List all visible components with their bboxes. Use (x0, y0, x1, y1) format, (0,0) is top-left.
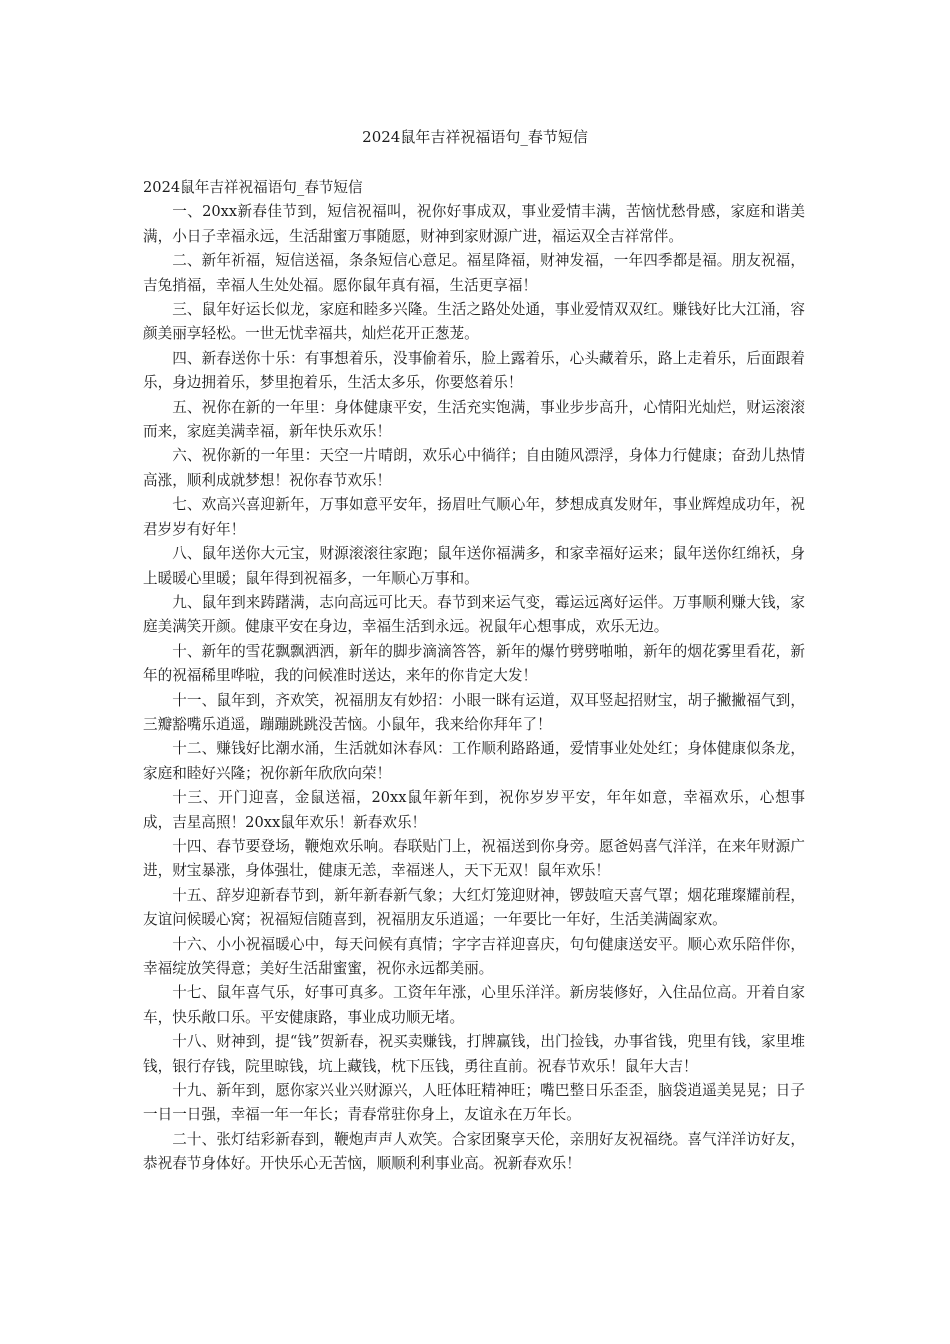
document-body (143, 176, 805, 1177)
paragraph-3: 三、鼠年好运长似龙，家庭和睦多兴隆。生活之路处处通，事业爱情双双红。赚钱好比大江涌，容颜美丽享轻松。一世无忧幸福共，灿烂花开正葱茏。 (143, 301, 805, 343)
paragraph-2: 二、新年祈福，短信送福，条条短信心意足。福星降福，财神发福，一年四季都是福。朋友祝福，吉兔捎福，幸福人生处处福。愿你鼠年真有福，生活更享福！ (143, 252, 805, 294)
paragraph-4: 四、新春送你十乐：有事想着乐，没事偷着乐，脸上露着乐，心头藏着乐，路上走着乐，后面跟着乐，身边拥着乐，梦里抱着乐，生活太多乐，你要悠着乐！ (143, 349, 805, 392)
paragraph-15: 十五、辞岁迎新春节到，新年新春新气象；大红灯笼迎财神，锣鼓喧天喜气罩；烟花璀璨耀前程，友谊问候暖心窝；祝福短信随喜到，祝福朋友乐逍遥；一年要比一年好，生活美满阖家欢。 (143, 886, 805, 929)
paragraph-18: 十八、财神到，提“钱”贺新春，祝买卖赚钱，打牌赢钱，出门捡钱，办事省钱，兜里有钱，家里堆钱，银行存钱，院里晾钱，坑上藏钱，枕下压钱，勇往直前。祝春节欢乐！鼠年大吉！ (143, 1033, 805, 1075)
paragraph-13: 十三、开门迎喜，金鼠送福，20xx鼠年新年到，祝你岁岁平安，年年如意，幸福欢乐，心想事成，吉星高照！20xx鼠年欢乐！新春欢乐！ (143, 789, 805, 831)
paragraph-1: 一、20xx新春佳节到，短信祝福叫，祝你好事成双，事业爱情丰满，苦恼忧愁骨感，家庭和谐美满，小日子幸福永远，生活甜蜜万事随愿，财神到家财源广进，福运双全吉祥常伴。 (143, 203, 805, 245)
document-title: 2024鼠年吉祥祝福语句_春节短信 (362, 128, 588, 146)
paragraph-11: 十一、鼠年到，齐欢笑，祝福朋友有妙招：小眼一眯有运道，双耳竖起招财宝，胡子撇撇福气到，三瓣豁嘴乐逍遥，蹦蹦跳跳没苦恼。小鼠年，我来给你拜年了！ (143, 691, 805, 733)
paragraph-9: 九、鼠年到来踌躇满，志向高远可比天。春节到来运气变，霉运远离好运伴。万事顺利赚大钱，家庭美满笑开颜。健康平安在身边，幸福生活到永远。祝鼠年心想事成，欢乐无边。 (143, 593, 805, 636)
paragraph-14: 十四、春节要登场，鞭炮欢乐响。春联贴门上，祝福送到你身旁。愿爸妈喜气洋洋，在来年财源广进，财宝暴涨，身体强壮，健康无恙，幸福迷人，天下无双！鼠年欢乐！ (143, 837, 805, 880)
document-subtitle: 2024鼠年吉祥祝福语句_春节短信 (143, 179, 363, 196)
paragraph-19: 十九、新年到，愿你家兴业兴财源兴，人旺体旺精神旺；嘴巴整日乐歪歪，脑袋逍遥美晃晃；日子一日一日强，幸福一年一年长；青春常驻你身上，友谊永在万年长。 (143, 1082, 805, 1124)
paragraph-17: 十七、鼠年喜气乐，好事可真多。工资年年涨，心里乐洋洋。新房装修好，入住品位高。开着自家车，快乐敞口乐。平安健康路，事业成功顺无堵。 (143, 984, 805, 1026)
paragraph-7: 七、欢高兴喜迎新年，万事如意平安年，扬眉吐气顺心年，梦想成真发财年，事业辉煌成功年，祝君岁岁有好年！ (143, 496, 805, 538)
paragraph-8: 八、鼠年送你大元宝，财源滚滚往家跑；鼠年送你福满多，和家幸福好运来；鼠年送你红绵袄，身上暖暖心里暖；鼠年得到祝福多，一年顺心万事和。 (143, 545, 805, 587)
paragraph-5: 五、祝你在新的一年里：身体健康平安，生活充实饱满，事业步步高升，心情阳光灿烂，财运滚滚而来，家庭美满幸福，新年快乐欢乐！ (143, 398, 805, 441)
paragraph-6: 六、祝你新的一年里：天空一片晴朗，欢乐心中徜徉；自由随风漂浮，身体力行健康；奋劲儿热情高涨，顺利成就梦想！祝你春节欢乐！ (143, 447, 805, 489)
paragraph-12: 十二、赚钱好比潮水涌，生活就如沐春风：工作顺利路路通，爱情事业处处红；身体健康似条龙，家庭和睦好兴隆；祝你新年欣欣向荣！ (143, 740, 805, 782)
paragraph-10: 十、新年的雪花飘飘洒洒，新年的脚步滴滴答答，新年的爆竹劈劈啪啪，新年的烟花雾里看花，新年的祝福稀里哗啦，我的问候准时送达，来年的你肯定大发！ (143, 642, 805, 685)
paragraph-20: 二十、张灯结彩新春到，鞭炮声声人欢笑。合家团聚享天伦，亲朋好友祝福绕。喜气洋洋访好友，恭祝春节身体好。开快乐心无苦恼，顺顺利利事业高。祝新春欢乐！ (143, 1130, 805, 1173)
paragraph-16: 十六、小小祝福暖心中，每天问候有真情；字字吉祥迎喜庆，句句健康送安平。顺心欢乐陪伴你，幸福绽放笑得意；美好生活甜蜜蜜，祝你永远都美丽。 (143, 935, 805, 977)
